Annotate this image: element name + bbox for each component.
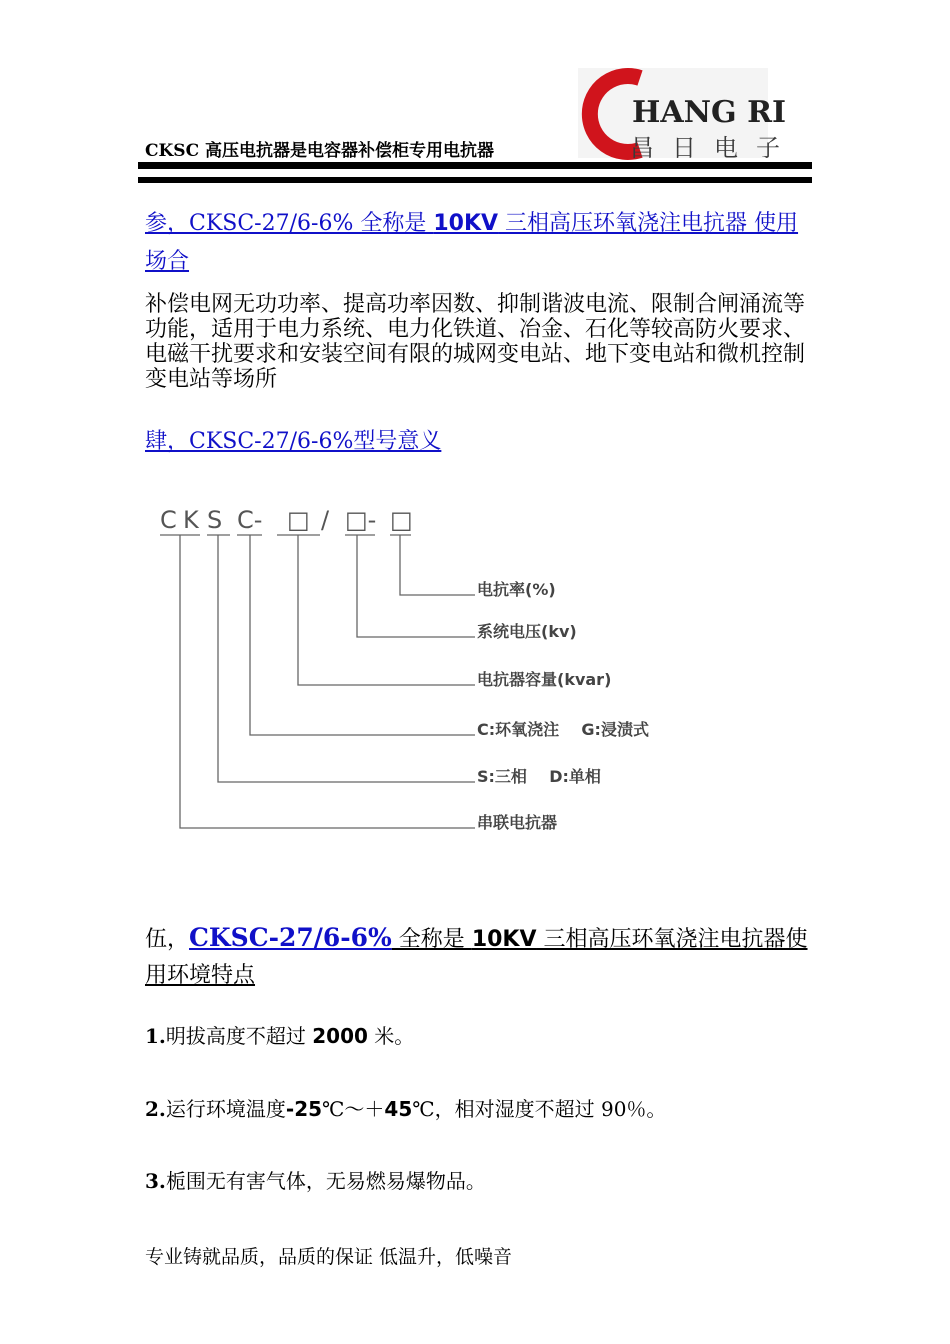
section-5-heading[interactable] — [145, 920, 815, 994]
label-system-voltage: 系统电压(kv) — [477, 622, 577, 641]
section-5-model: CKSC-27/6-6% — [189, 923, 392, 952]
code-char-c: C — [160, 506, 177, 534]
section-3-heading[interactable] — [145, 205, 815, 281]
section-5-prefix: 伍， — [145, 927, 190, 952]
item-number: 2. — [145, 1097, 166, 1121]
section-5-rest: 三相高压环氧浇注电抗器使用环境特点 — [145, 927, 808, 988]
code-char-c2: C- — [237, 506, 263, 534]
list-item — [145, 1020, 414, 1049]
section-3-bold: 10KV — [433, 211, 499, 236]
model-code-diagram — [145, 495, 705, 840]
header-title: CKSC 高压电抗器是电容器补偿柜专用电抗器 — [145, 141, 495, 161]
footer-slogan: 专业铸就品质，品质的保证 低温升，低噪音 — [145, 1246, 513, 1268]
item-text: 明拔高度不超过 — [165, 1024, 313, 1048]
item-bold: 2000 — [312, 1024, 368, 1048]
section-5-mid: 全称是 — [391, 927, 472, 952]
item-bold: -25 — [285, 1097, 323, 1121]
list-item — [145, 1165, 486, 1194]
section-3-rest: 三相高压环氧浇注电抗器 使用场合 — [145, 211, 799, 274]
section-3-prefix: 参，CKSC-27/6-6% 全称是 — [145, 211, 434, 236]
header-rule-thin — [138, 177, 812, 183]
item-number: 1. — [145, 1024, 166, 1048]
logo-subtitle: 昌日电子 — [630, 134, 798, 162]
section-3-link — [145, 211, 798, 274]
code-box-capacity: □ — [287, 506, 310, 534]
item-text: 米。 — [367, 1024, 415, 1048]
label-phase: S:三相 D:单相 — [477, 767, 601, 786]
section-4-heading[interactable] — [145, 424, 441, 455]
list-item — [145, 1093, 666, 1122]
code-char-k: K — [183, 506, 199, 534]
code-char-s: S — [207, 506, 223, 534]
item-number: 3. — [145, 1169, 166, 1193]
code-slash: / — [321, 506, 330, 534]
logo-text: HANG RI — [632, 95, 787, 130]
section-4-link: 肆，CKSC-27/6-6%型号意义 — [145, 429, 442, 454]
label-reactance-rate: 电抗率(%) — [477, 580, 556, 599]
usage-paragraph: 补偿电网无功功率、提高功率因数、抑制谐波电流、限制合闸涌流等功能，适用于电力系统、电力化铁道、冶金、石化等较高防火要求、电磁干扰要求和安装空间有限的城网变电站、地下变电站和微机控制变电站等场所 — [145, 292, 806, 392]
item-text: 栀围无有害气体，无易燃易爆物品。 — [165, 1169, 486, 1193]
label-capacity: 电抗器容量(kvar) — [477, 670, 612, 689]
item-text: ℃～＋ — [322, 1097, 385, 1121]
item-text: ℃，相对湿度不超过 90％。 — [412, 1097, 667, 1121]
item-bold: 45 — [384, 1097, 413, 1121]
code-box-voltage: □- — [345, 506, 377, 534]
label-series-reactor: 串联电抗器 — [477, 813, 558, 832]
section-5-bold: 10KV — [471, 927, 537, 952]
label-insulation: C:环氧浇注 G:浸渍式 — [477, 720, 649, 739]
header-rule-thick — [138, 162, 812, 169]
code-box-rate: □ — [390, 506, 413, 534]
item-text: 运行环境温度 — [165, 1097, 286, 1121]
